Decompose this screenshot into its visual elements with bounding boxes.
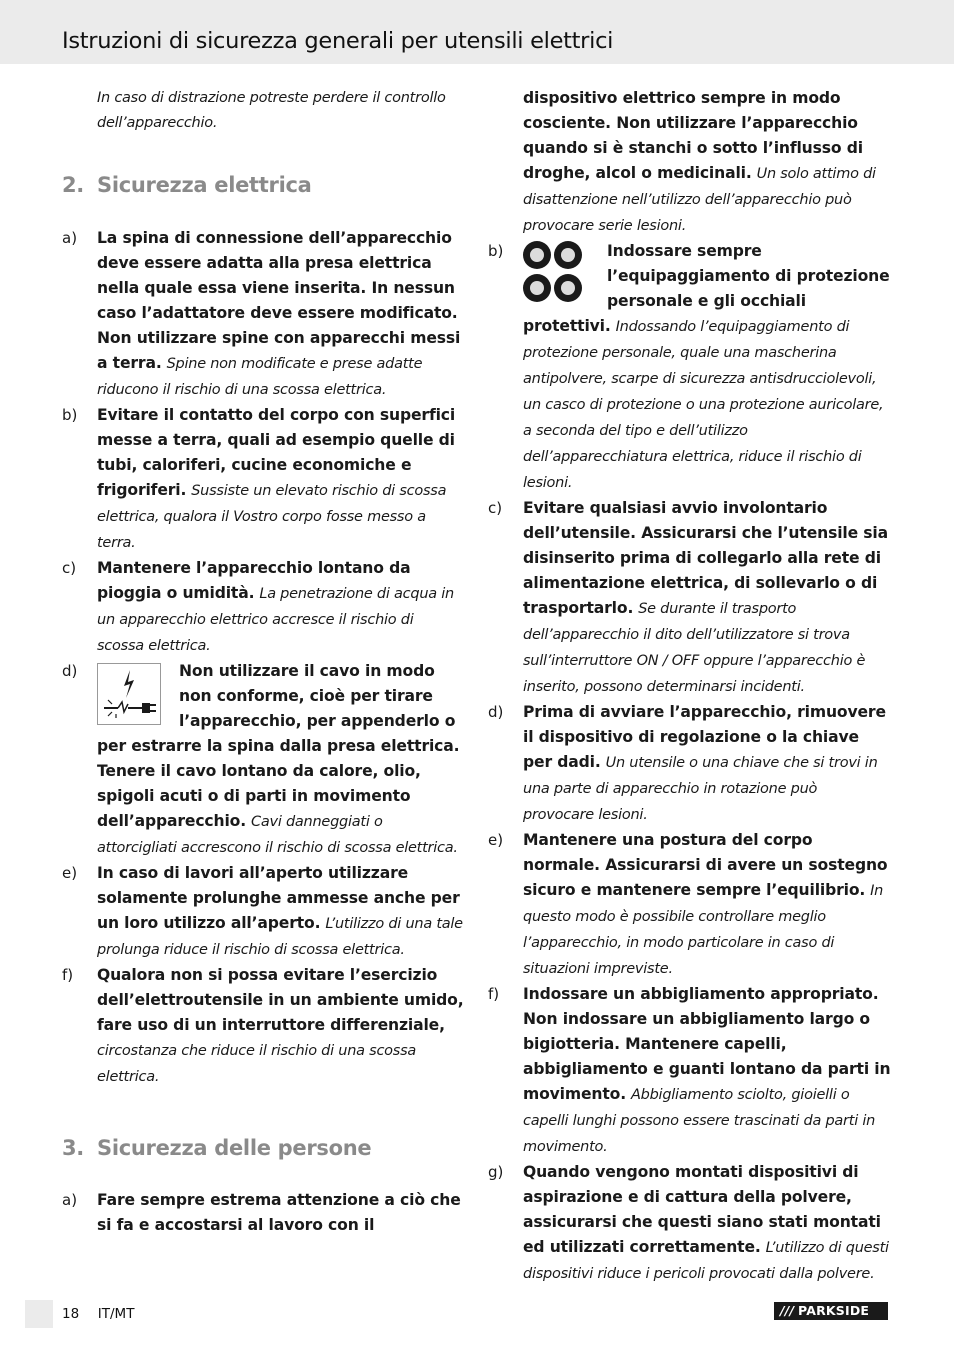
item-bold-text: Mantenere una postura del corpo normale. Assicurarsi di avere un sostegno sicuro e mantenere sempre l’equilibrio. (523, 831, 888, 899)
item-bold-text: Indossare un abbigliamento appropriato. Non indossare un abbigliamento largo o bigiotteria. Mantenere capelli, abbigliamento e guanti lontano da parti in movimento. (523, 985, 891, 1103)
item-bold-text: Evitare il contatto del corpo con superfici messe a terra, quali ad esempio quelle di tubi, caloriferi, cucine economiche e frigoriferi. (97, 406, 456, 499)
item-bold-text: Non utilizzare il cavo in modo non conforme, cioè per tirare l’apparecchio, per appenderlo o per estrarre la spina dalla presa elettrica. Tenere il cavo lontano da calore, olio, spigoli acuti o di parti in movimento dell’apparecchio. (97, 662, 460, 830)
list-item (62, 556, 464, 659)
list-item (488, 828, 892, 982)
page-title: Istruzioni di sicurezza generali per utensili elettrici (62, 28, 614, 54)
item-italic-text: In questo modo è possibile controllare meglio l’apparecchio, in modo particolare in caso di situazioni impreviste. (523, 883, 884, 977)
left-column (62, 86, 464, 1238)
goggles-icon (523, 274, 551, 302)
ear-protection-icon (523, 241, 551, 269)
item-bold-text: Qualora non si possa evitare l’esercizio dell’elettroutensile in un ambiente umido, fare uso di un interruttore differenziale, (97, 966, 464, 1034)
logo-slashes: /// (780, 1303, 795, 1318)
item-italic-text: Un solo attimo di disattenzione nell’utilizzo dell’apparecchio può provocare serie lesioni. (523, 166, 876, 234)
language-code: IT/MT (97, 1306, 135, 1322)
item-label: d) (488, 703, 504, 721)
gloves-icon (554, 274, 582, 302)
list-item (62, 226, 464, 403)
continuation-paragraph (488, 86, 892, 239)
footer-marker (25, 1300, 53, 1328)
item-italic-text: Abbigliamento sciolto, gioielli o capelli lunghi possono essere trascinati da parti in movimento. (523, 1087, 876, 1155)
item-bold-text: La spina di connessione dell’apparecchio deve essere adatta alla presa elettrica nella quale essa viene inserita. In nessun caso l’adattatore deve essere modificato. Non utilizzare spine con apparecchi messi a terra. (97, 229, 461, 372)
item-bold-text: Evitare qualsiasi avvio involontario dell’utensile. Assicurarsi che l’utensile sia disinserito prima di collegarlo alla rete di alimentazione elettrica, di sollevarlo o di trasportarlo. (523, 499, 888, 617)
section-2-number: 2. (62, 173, 84, 197)
list-item (488, 982, 892, 1160)
list-item (488, 239, 892, 496)
item-label: c) (62, 559, 77, 577)
page-number: 18 (62, 1306, 80, 1322)
intro-text: In caso di distrazione potreste perdere il controllo dell’apparecchio. (97, 90, 446, 131)
item-label: a) (62, 229, 78, 247)
item-label: e) (488, 831, 504, 849)
section-2-title (62, 173, 464, 198)
item-label: b) (62, 406, 78, 424)
item-label: f) (62, 966, 74, 984)
item-italic-text: circostanza che riduce il rischio di una scossa elettrica. (97, 1043, 417, 1085)
item-label: e) (62, 864, 78, 882)
helmet-icon (554, 241, 582, 269)
item-italic-text: Cavi danneggiati o attorcigliati accrescono il rischio di scossa elettrica. (97, 814, 458, 856)
section-3-heading: Sicurezza delle persone (97, 1136, 372, 1160)
list-item (62, 659, 464, 861)
list-item (488, 700, 892, 828)
cable-hazard-icon (97, 663, 161, 725)
item-label: a) (62, 1191, 78, 1209)
right-column (488, 86, 892, 1287)
item-label: b) (488, 242, 504, 260)
item-label: c) (488, 499, 503, 517)
item-label: f) (488, 985, 500, 1003)
item-italic-text: L’utilizzo di una tale prolunga riduce il rischio di scossa elettrica. (97, 916, 463, 958)
list-item (488, 1160, 892, 1287)
list-item (62, 403, 464, 556)
item-italic-text: Un utensile o una chiave che si trovi in una parte di apparecchio in rotazione può provocare lesioni. (523, 755, 878, 823)
item-italic-text: Sussiste un elevato rischio di scossa elettrica, qualora il Vostro corpo fosse messo a terra. (97, 483, 447, 551)
item-label: d) (62, 662, 78, 680)
item-bold-text: Mantenere l’apparecchio lontano da pioggia o umidità. (97, 559, 411, 602)
item-italic-text: Se durante il trasporto dell’apparecchio il dito dell’utilizzatore si trova sull’interruttore ON / OFF oppure l’apparecchio è inserito, possono determinarsi incidenti. (523, 601, 866, 695)
section-3-number: 3. (62, 1136, 84, 1160)
footer-page-info (62, 1306, 134, 1322)
brand-name: PARKSIDE (798, 1303, 870, 1318)
section-2-heading: Sicurezza elettrica (97, 173, 312, 197)
item-italic-text: L’utilizzo di questi dispositivi riduce i pericoli provocati dalla polvere. (523, 1240, 889, 1282)
list-item (62, 861, 464, 963)
item-bold-text: Fare sempre estrema attenzione a ciò che si fa e accostarsi al lavoro con il (97, 1191, 461, 1234)
item-italic-text: Spine non modificate e prese adatte riducono il rischio di una scossa elettrica. (97, 356, 423, 398)
list-item (488, 496, 892, 700)
item-bold-text: In caso di lavori all’aperto utilizzare solamente prolunghe ammesse anche per un loro utilizzo all’aperto. (97, 864, 460, 932)
item-bold-text: Indossare sempre l’equipaggiamento di protezione personale e gli occhiali protettivi. (523, 242, 890, 335)
item-italic-text: Indossando l’equipaggiamento di protezione personale, quale una mascherina antipolvere, scarpe di sicurezza antisdrucciolevoli, un casco di protezione o una protezione auricolare, a seconda del tipo e dell’utilizzo dell’apparecchiatura elettrica, riduce il rischio di lesioni. (523, 319, 884, 491)
item-italic-text: La penetrazione di acqua in un apparecchio elettrico accresce il rischio di scossa elettrica. (97, 586, 454, 654)
item-bold-text: Quando vengono montati dispositivi di aspirazione e di cattura della polvere, assicurarsi che questi siano stati montati ed utilizzati correttamente. (523, 1163, 881, 1256)
list-item (62, 1188, 464, 1238)
item-label: g) (488, 1163, 504, 1181)
item-bold-text: Prima di avviare l’apparecchio, rimuovere il dispositivo di regolazione o la chiave per dadi. (523, 703, 886, 771)
brand-logo (774, 1302, 888, 1320)
section-3-title (62, 1136, 464, 1161)
list-item (62, 963, 464, 1090)
ppe-icon-group (523, 241, 583, 303)
item-bold-text: dispositivo elettrico sempre in modo cosciente. Non utilizzare l’apparecchio quando si è stanchi o sotto l’influsso di droghe, alcol o medicinali. (523, 89, 863, 182)
